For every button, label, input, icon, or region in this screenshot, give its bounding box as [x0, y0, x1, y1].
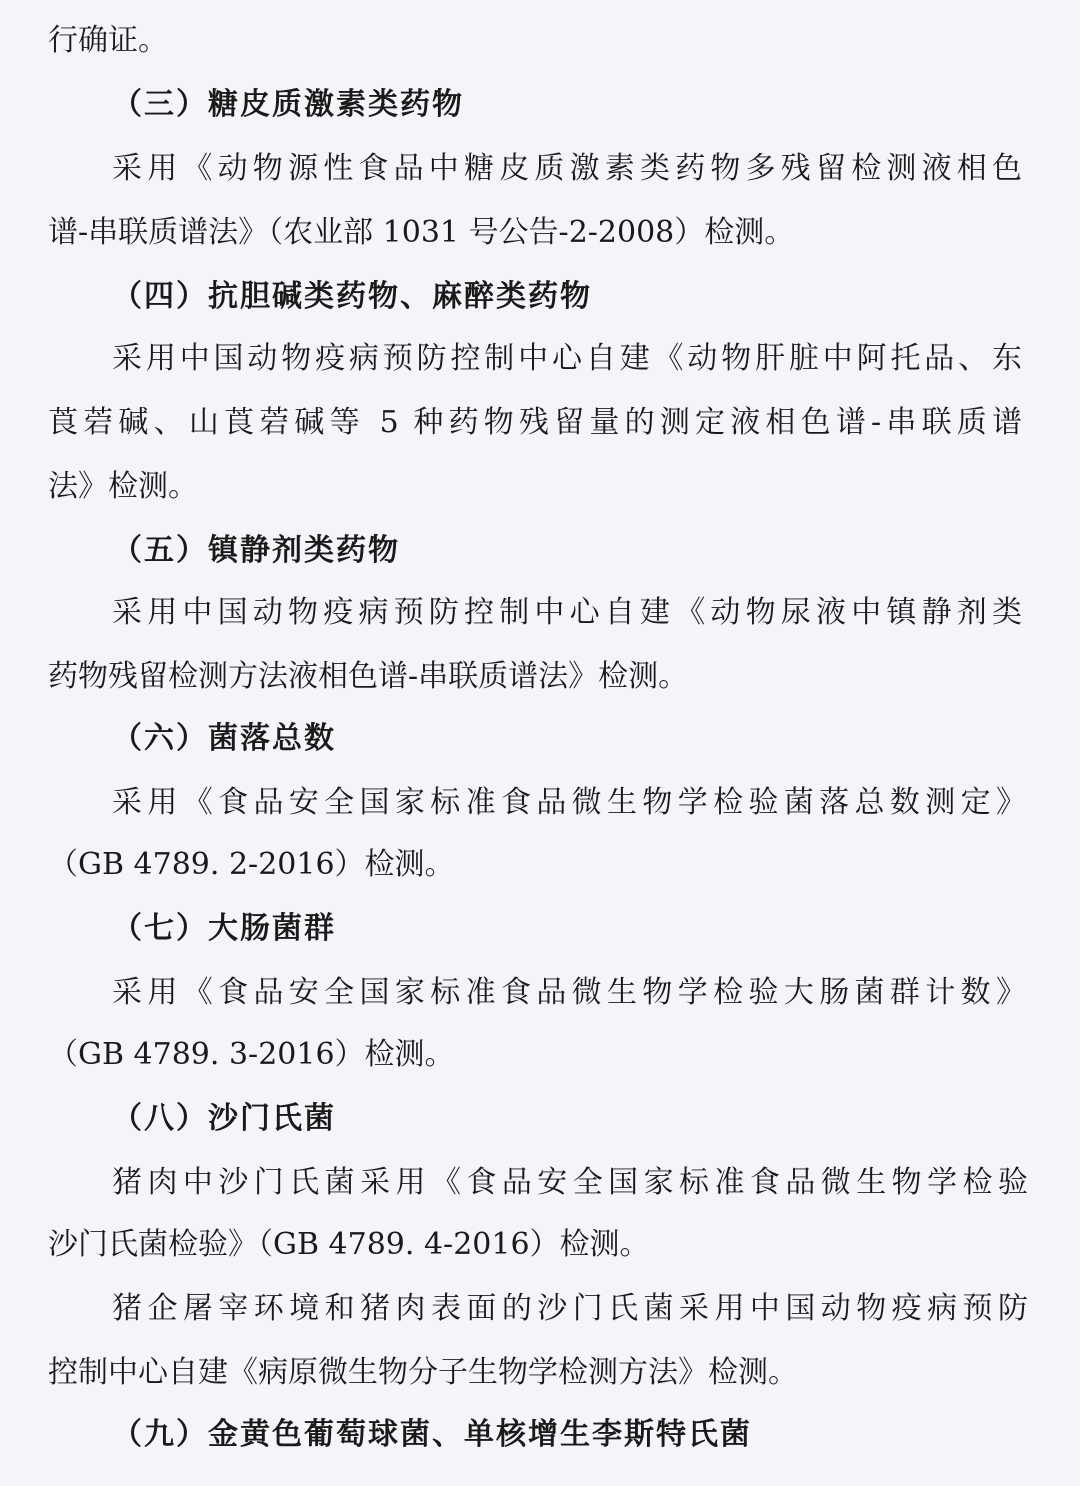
- section-heading-7: （七）大肠菌群: [112, 911, 336, 946]
- paragraph-line: 采用《动物源性食品中糖皮质激素类药物多残留检测液相色: [112, 151, 1022, 186]
- paragraph-line: 采用《食品安全国家标准食品微生物学检验大肠菌群计数》: [112, 975, 1026, 1010]
- paragraph-line: 采用中国动物疫病预防控制中心自建《动物尿液中镇静剂类: [112, 595, 1022, 630]
- paragraph-line: 莨菪碱、山莨菪碱等 5 种药物残留量的测定液相色谱-串联质谱: [48, 405, 1022, 440]
- section-heading-8: （八）沙门氏菌: [112, 1101, 336, 1136]
- section-heading-4: （四）抗胆碱类药物、麻醉类药物: [112, 279, 592, 314]
- paragraph-line-end: 药物残留检测方法液相色谱-串联质谱法》检测。: [48, 659, 689, 694]
- paragraph-line-end: 法》检测。: [48, 469, 198, 504]
- paragraph-line-end: 谱-串联质谱法》（农业部 1031 号公告-2-2008）检测。: [48, 215, 795, 250]
- paragraph-line-end: 沙门氏菌检验》（GB 4789. 4-2016）检测。: [48, 1227, 650, 1262]
- paragraph-line-end: 控制中心自建《病原微生物分子生物学检测方法》检测。: [48, 1355, 798, 1390]
- paragraph-line-end: （GB 4789. 2-2016）检测。: [48, 847, 455, 882]
- paragraph-line: 猪肉中沙门氏菌采用《食品安全国家标准食品微生物学检验: [112, 1165, 1028, 1200]
- section-heading-6: （六）菌落总数: [112, 721, 336, 756]
- section-heading-3: （三）糖皮质激素类药物: [112, 87, 464, 122]
- paragraph-line-end: 行确证。: [48, 23, 168, 58]
- paragraph-line: 采用《食品安全国家标准食品微生物学检验菌落总数测定》: [112, 785, 1026, 820]
- section-heading-9: （九）金黄色葡萄球菌、单核增生李斯特氏菌: [112, 1417, 752, 1452]
- paragraph-line: 采用中国动物疫病预防控制中心自建《动物肝脏中阿托品、东: [112, 341, 1022, 376]
- paragraph-line-end: （GB 4789. 3-2016）检测。: [48, 1037, 455, 1072]
- section-heading-5: （五）镇静剂类药物: [112, 533, 400, 568]
- paragraph-line: 猪企屠宰环境和猪肉表面的沙门氏菌采用中国动物疫病预防: [112, 1291, 1028, 1326]
